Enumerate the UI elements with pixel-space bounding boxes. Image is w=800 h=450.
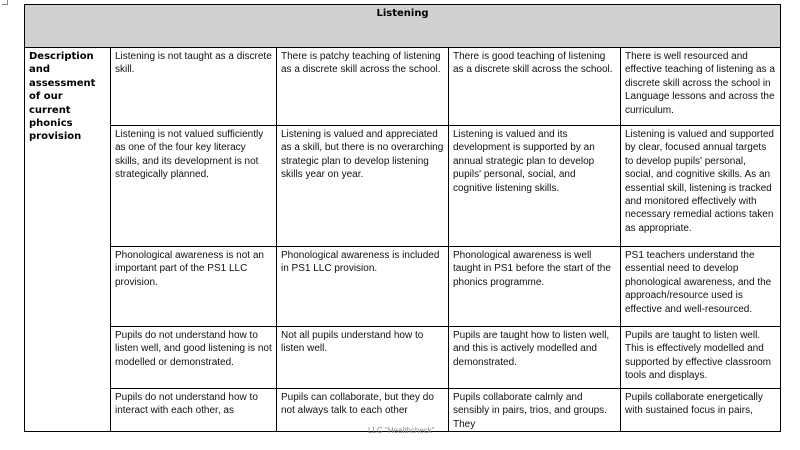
table-cell: Phonological awareness is not an important part of the PS1 LLC provision. — [111, 247, 277, 327]
table-cell: Phonological awareness is included in PS1 LLC provision. — [277, 247, 449, 327]
table-cell: Listening is valued and appreciated as a skill, but there is no overarching strategic plan to develop listening skills year on year. — [277, 126, 449, 247]
table-cell: Pupils are taught how to listen well, and this is actively modelled and demonstrated. — [449, 327, 621, 389]
table-row — [25, 327, 781, 389]
table-row — [25, 48, 781, 126]
table-cell: Phonological awareness is well taught in PS1 before the start of the phonics programme. — [449, 247, 621, 327]
table-row — [25, 247, 781, 327]
table-cell: Pupils can collaborate, but they do not always talk to each other — [277, 389, 449, 432]
table-cell: There is patchy teaching of listening as a discrete skill across the school. — [277, 48, 449, 126]
table-cell: There is well resourced and effective teaching of listening as a discrete skill across the school in Language lessons and across the curriculum. — [621, 48, 781, 126]
table-title: Listening — [25, 5, 781, 48]
title-row — [25, 5, 781, 48]
row-header-description: Description and assessment of our current phonics provision — [25, 48, 111, 432]
table-cell: Pupils collaborate calmly and sensibly in pairs, trios, and groups. They — [449, 389, 621, 432]
page-corner-marker — [2, 0, 8, 5]
table-cell: Listening is valued and its development is supported by an annual strategic plan to develop pupils' personal, social, and cognitive listening skills. — [449, 126, 621, 247]
table-cell: Pupils collaborate energetically with sustained focus in pairs, — [621, 389, 781, 432]
table-cell: Pupils are taught to listen well. This is effectively modelled and supported by effective classroom tools and displays. — [621, 327, 781, 389]
table-cell: Listening is valued and supported by clear, focused annual targets to develop pupils' personal, social, and cognitive skills. As an essential skill, listening is tracked and monitored effectively with necessary remedial actions taken as appropriate. — [621, 126, 781, 247]
page-footer: LLC "Healthcheck" — [368, 426, 435, 435]
table-cell: Listening is not taught as a discrete skill. — [111, 48, 277, 126]
table-cell: Not all pupils understand how to listen well. — [277, 327, 449, 389]
listening-rubric-table — [24, 4, 781, 432]
table-row — [25, 126, 781, 247]
table-cell: Pupils do not understand how to interact with each other, as — [111, 389, 277, 432]
table-cell: Listening is not valued sufficiently as one of the four key literacy skills, and its development is not strategically planned. — [111, 126, 277, 247]
table-cell: There is good teaching of listening as a discrete skill across the school. — [449, 48, 621, 126]
table-cell: PS1 teachers understand the essential need to develop phonological awareness, and the approach/resource used is effective and well-resourced. — [621, 247, 781, 327]
table-cell: Pupils do not understand how to listen well, and good listening is not modelled or demonstrated. — [111, 327, 277, 389]
